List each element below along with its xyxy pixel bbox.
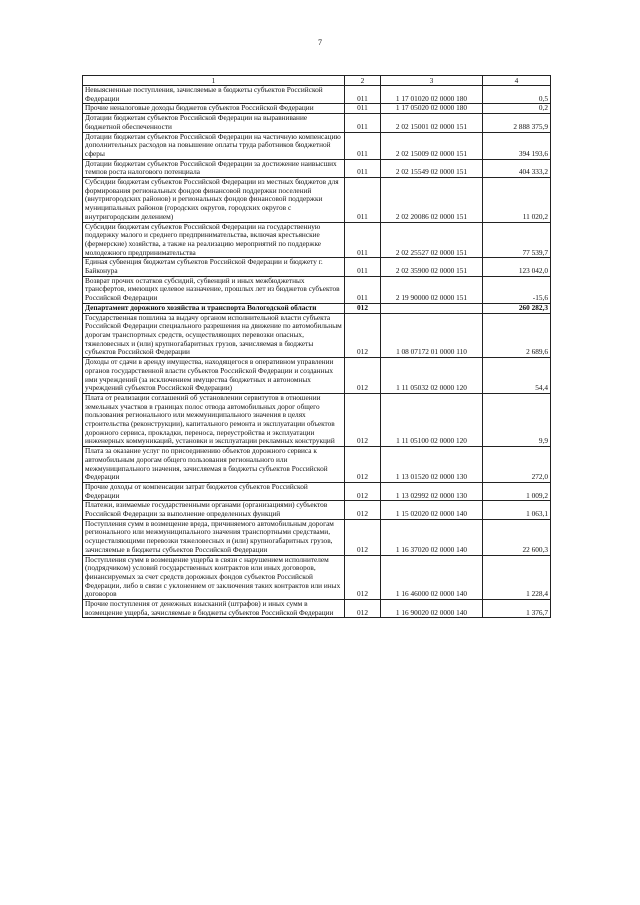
table-row — [83, 276, 551, 303]
row-code-cell: 1 15 02020 02 0000 140 — [381, 501, 483, 519]
table-row — [83, 258, 551, 276]
header-col-amount: 4 — [483, 76, 551, 86]
department-row — [83, 303, 551, 313]
row-amount-cell: 1 009,2 — [483, 482, 551, 500]
row-code-cell: 2 02 20086 02 0000 151 — [381, 178, 483, 223]
row-name-cell: Субсидии бюджетам субъектов Российской Федерации на государственную поддержку малого и среднего предпринимательства, включая крестьянские (фермерские) хозяйства, а также на реализацию мероприятий по поддержке молодежного предпринимательства — [83, 222, 345, 258]
row-admin-cell: 012 — [345, 600, 381, 618]
row-amount-cell: 2 689,6 — [483, 313, 551, 358]
row-code-cell: 1 13 01520 02 0000 130 — [381, 447, 483, 483]
row-admin-cell: 011 — [345, 86, 381, 104]
row-name-cell: Поступления сумм в возмещение вреда, причиняемого автомобильным дорогам регионального или межмуниципального значения транспортными средствами, осуществляющими перевозки тяжеловесных и (или) крупногабаритных грузов, зачисляемые в бюджеты субъектов Российской Федерации — [83, 519, 345, 555]
table-row — [83, 501, 551, 519]
row-admin-cell: 011 — [345, 276, 381, 303]
table-row — [83, 447, 551, 483]
table-row — [83, 519, 551, 555]
row-code-cell: 1 08 07172 01 0000 110 — [381, 313, 483, 358]
row-admin-cell: 012 — [345, 482, 381, 500]
row-admin-cell: 011 — [345, 222, 381, 258]
header-col-admin: 2 — [345, 76, 381, 86]
row-admin-cell: 011 — [345, 258, 381, 276]
row-name-cell: Прочие доходы от компенсации затрат бюджетов субъектов Российской Федерации — [83, 482, 345, 500]
row-name-cell: Поступления сумм в возмещение ущерба в связи с нарушением исполнителем (подрядчиком) условий государственных контрактов или иных договоров, финансируемых за счет средств дорожных фондов субъектов Российской Федерации, либо в связи с уклонением от заключения таких контрактов или иных договоров — [83, 555, 345, 600]
row-admin-cell: 012 — [345, 501, 381, 519]
row-name-cell: Прочие неналоговые доходы бюджетов субъектов Российской Федерации — [83, 104, 345, 114]
row-code-cell: 1 11 05100 02 0000 120 — [381, 393, 483, 446]
table-row — [83, 393, 551, 446]
row-code-cell: 1 13 02992 02 0000 130 — [381, 482, 483, 500]
table-row — [83, 178, 551, 223]
row-admin-cell: 011 — [345, 114, 381, 132]
row-amount-cell: 394 193,6 — [483, 132, 551, 159]
row-code-cell: 2 02 35900 02 0000 151 — [381, 258, 483, 276]
row-name-cell: Доходы от сдачи в аренду имущества, находящегося в оперативном управлении органов государственной власти субъектов Российской Федерации и созданных ими учреждений (за исключением имущества бюджетных и автономных учреждений субъектов Российской Федерации) — [83, 358, 345, 394]
row-code-cell: 1 17 05020 02 0000 180 — [381, 104, 483, 114]
row-code-cell: 1 17 01020 02 0000 180 — [381, 86, 483, 104]
table-row — [83, 132, 551, 159]
row-amount-cell: 9,9 — [483, 393, 551, 446]
row-amount-cell: 272,0 — [483, 447, 551, 483]
row-admin-cell: 012 — [345, 303, 381, 313]
row-name-cell: Субсидии бюджетам субъектов Российской Федерации из местных бюджетов для формирования региональных фондов финансовой поддержки поселений (внутригородских районов) и региональных фондов финансовой поддержки муниципальных районов (городских округов, городских округов с внутригородским делением) — [83, 178, 345, 223]
table-row — [83, 555, 551, 600]
row-amount-cell: -15,6 — [483, 276, 551, 303]
row-name-cell: Платежи, взимаемые государственными органами (организациями) субъектов Российской Федерации за выполнение определенных функций — [83, 501, 345, 519]
table-row — [83, 482, 551, 500]
row-admin-cell: 012 — [345, 555, 381, 600]
row-code-cell: 2 02 15549 02 0000 151 — [381, 159, 483, 177]
row-name-cell: Возврат прочих остатков субсидий, субвенций и иных межбюджетных трансфертов, имеющих целевое назначение, прошлых лет из бюджетов субъектов Российской Федерации — [83, 276, 345, 303]
row-amount-cell: 1 376,7 — [483, 600, 551, 618]
table-row — [83, 600, 551, 618]
row-admin-cell: 011 — [345, 178, 381, 223]
row-admin-cell: 012 — [345, 447, 381, 483]
table-row — [83, 222, 551, 258]
row-amount-cell: 22 600,3 — [483, 519, 551, 555]
row-amount-cell: 77 539,7 — [483, 222, 551, 258]
row-name-cell: Департамент дорожного хозяйства и транспорта Вологодской области — [83, 303, 345, 313]
row-admin-cell: 012 — [345, 313, 381, 358]
header-col-name: 1 — [83, 76, 345, 86]
row-name-cell: Дотации бюджетам субъектов Российской Федерации за достижение наивысших темпов роста налогового потенциала — [83, 159, 345, 177]
row-name-cell: Дотации бюджетам субъектов Российской Федерации на частичную компенсацию дополнительных расходов на повышение оплаты труда работников бюджетной сферы — [83, 132, 345, 159]
row-name-cell: Прочие поступления от денежных взысканий (штрафов) и иных сумм в возмещение ущерба, зачисляемые в бюджеты субъектов Российской Федерации — [83, 600, 345, 618]
row-admin-cell: 012 — [345, 358, 381, 394]
row-amount-cell: 2 888 375,9 — [483, 114, 551, 132]
header-col-code: 3 — [381, 76, 483, 86]
row-code-cell: 1 11 05032 02 0000 120 — [381, 358, 483, 394]
table-row — [83, 159, 551, 177]
table-row — [83, 86, 551, 104]
row-admin-cell: 012 — [345, 393, 381, 446]
table-row — [83, 114, 551, 132]
row-amount-cell: 1 228,4 — [483, 555, 551, 600]
row-code-cell: 1 16 90020 02 0000 140 — [381, 600, 483, 618]
table-row — [83, 313, 551, 358]
row-name-cell: Государственная пошлина за выдачу органом исполнительной власти субъекта Российской Федерации специального разрешения на движение по автомобильным дорогам транспортных средств, осуществляющих перевозки опасных, тяжеловесных и (или) крупногабаритных грузов, зачисляемая в бюджеты субъектов Российской Федерации — [83, 313, 345, 358]
row-code-cell: 2 02 25527 02 0000 151 — [381, 222, 483, 258]
row-admin-cell: 011 — [345, 159, 381, 177]
page-number: 7 — [318, 38, 322, 47]
row-name-cell: Плата от реализации соглашений об установлении сервитутов в отношении земельных участков в границах полос отвода автомобильных дорог общего пользования регионального или межмуниципального значения в целях строительства (реконструкции), капитального ремонта и эксплуатации объектов дорожного сервиса, прокладки, переноса, переустройства и эксплуатации инженерных коммуникаций, установки и эксплуатации рекламных конструкций — [83, 393, 345, 446]
row-amount-cell: 123 042,0 — [483, 258, 551, 276]
table-body — [83, 86, 551, 618]
table-row — [83, 358, 551, 394]
row-amount-cell: 0,2 — [483, 104, 551, 114]
row-code-cell: 2 02 15009 02 0000 151 — [381, 132, 483, 159]
row-admin-cell: 012 — [345, 519, 381, 555]
row-name-cell: Плата за оказание услуг по присоединению объектов дорожного сервиса к автомобильным дорогам общего пользования регионального или межмуниципального значения, зачисляемая в бюджеты субъектов Российской Федерации — [83, 447, 345, 483]
row-code-cell: 2 02 15001 02 0000 151 — [381, 114, 483, 132]
row-amount-cell: 0,5 — [483, 86, 551, 104]
row-admin-cell: 011 — [345, 104, 381, 114]
row-amount-cell: 54,4 — [483, 358, 551, 394]
row-name-cell: Единая субвенция бюджетам субъектов Российской Федерации и бюджету г. Байконура — [83, 258, 345, 276]
row-code-cell — [381, 303, 483, 313]
row-amount-cell: 260 282,3 — [483, 303, 551, 313]
revenue-table — [82, 75, 551, 618]
row-code-cell: 2 19 90000 02 0000 151 — [381, 276, 483, 303]
row-code-cell: 1 16 46000 02 0000 140 — [381, 555, 483, 600]
row-admin-cell: 011 — [345, 132, 381, 159]
row-code-cell: 1 16 37020 02 0000 140 — [381, 519, 483, 555]
row-name-cell: Дотации бюджетам субъектов Российской Федерации на выравнивание бюджетной обеспеченности — [83, 114, 345, 132]
row-amount-cell: 1 063,1 — [483, 501, 551, 519]
row-amount-cell: 404 333,2 — [483, 159, 551, 177]
header-row — [83, 76, 551, 86]
row-name-cell: Невыясненные поступления, зачисляемые в бюджеты субъектов Российской Федерации — [83, 86, 345, 104]
row-amount-cell: 11 020,2 — [483, 178, 551, 223]
